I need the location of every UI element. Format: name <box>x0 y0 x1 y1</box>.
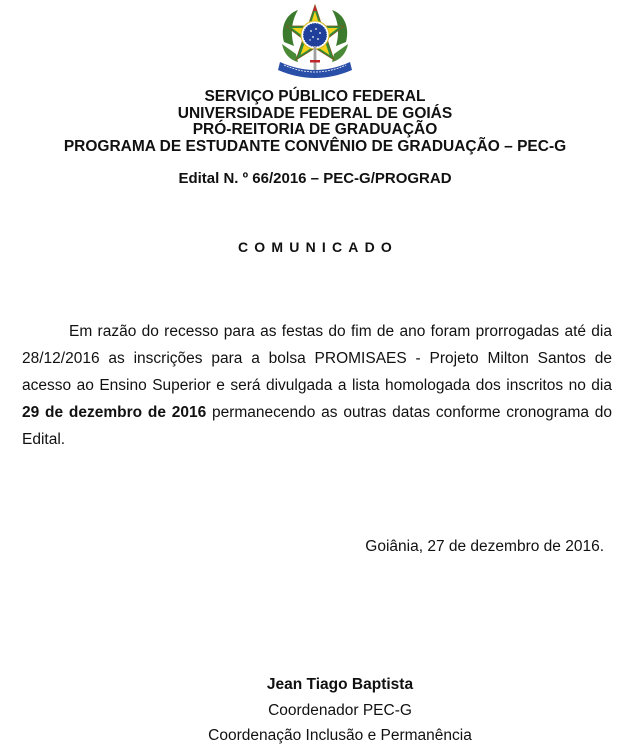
signature-block <box>200 672 480 749</box>
signatory-department: Coordenação Inclusão e Permanência <box>208 727 472 744</box>
body-text-part1: Em razão do recesso para as festas do fim de ano foram prorrogadas até dia 28/12/2016 as inscrições para a bolsa PROMISAES - Projeto Milton Santos de acesso ao Ensino Superior e será divulgada a lista homologada dos inscritos no dia <box>22 323 612 394</box>
header-line-federal-service: SERVIÇO PÚBLICO FEDERAL <box>204 88 426 105</box>
signatory-role: Coordenador PEC-G <box>268 701 412 719</box>
header-line-pro-rectorate: PRÓ-REITORIA DE GRADUAÇÃO <box>192 121 438 138</box>
date-line: Goiânia, 27 de dezembro de 2016. <box>365 538 604 555</box>
document-title: COMUNICADO <box>238 239 398 255</box>
body-text-highlight-date: 29 de dezembro de 2016 <box>22 404 207 421</box>
header-line-university: UNIVERSIDADE FEDERAL DE GOIÁS <box>177 104 453 122</box>
signatory-name: Jean Tiago Baptista <box>266 676 414 693</box>
edital-number: Edital N. º 66/2016 – PEC-G/PROGRAD <box>178 170 452 187</box>
document-body <box>22 318 612 453</box>
body-text-part2: permanecendo as outras datas conforme cronograma do Edital. <box>22 404 612 448</box>
header-line-program: PROGRAMA DE ESTUDANTE CONVÊNIO DE GRADUAÇÃO – PEC-G <box>63 137 567 155</box>
brazil-coat-of-arms-icon <box>272 2 358 84</box>
document-header <box>0 89 630 155</box>
body-paragraph <box>22 318 612 453</box>
